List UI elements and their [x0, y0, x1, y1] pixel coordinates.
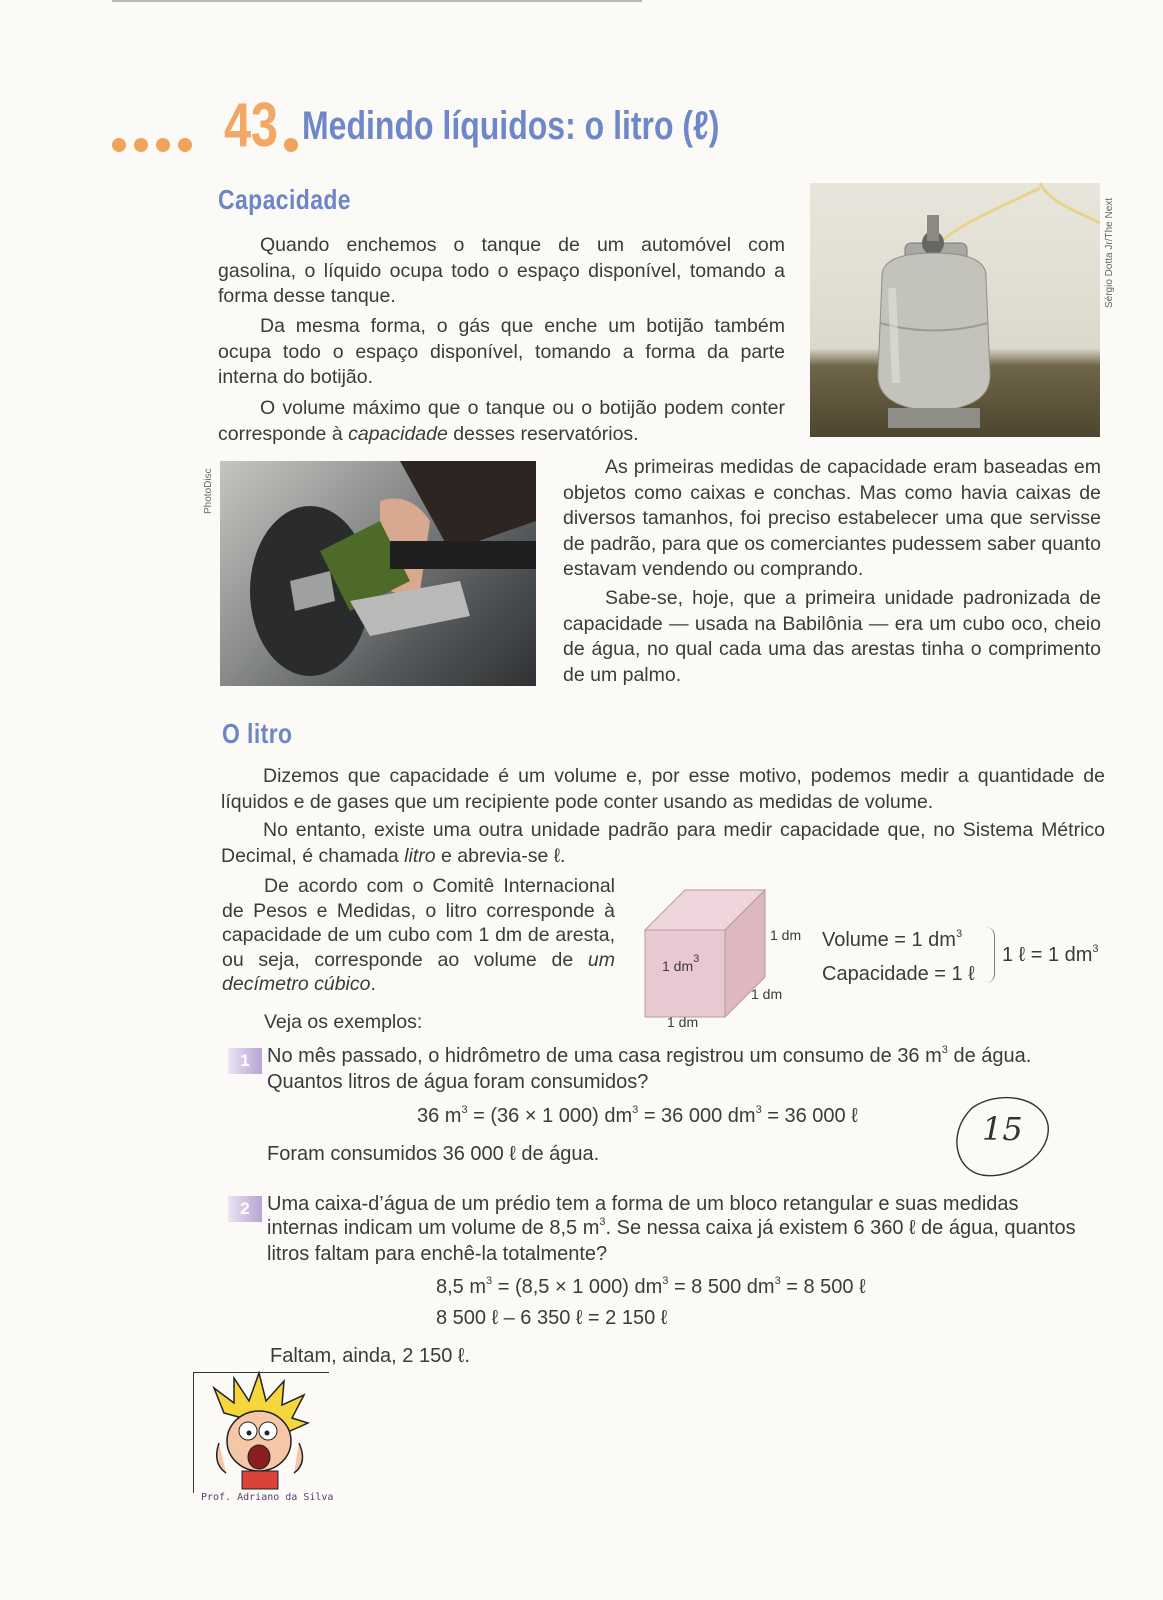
top-rule [112, 0, 642, 2]
gas-cylinder-photo [810, 183, 1115, 437]
capacity-equation: Capacidade = 1 ℓ [822, 963, 975, 985]
paragraph: De acordo com o Comitê Internacional de Pesos e Medidas, o litro corresponde à capacidade de um cubo com 1 dm de aresta, ou seja, corresponde ao volume de um decímetro cúbico. [222, 875, 615, 995]
example-answer: Foram consumidos 36 000 ℓ de água. [267, 1143, 600, 1165]
page-title: Medindo líquidos: o litro (ℓ) [302, 104, 720, 148]
bullet-dot [134, 138, 148, 152]
paragraph: Da mesma forma, o gás que enche um botijão também ocupa todo o espaço disponível, tomando a forma da parte interna do botijão. [218, 315, 785, 388]
cube-edge-label: 1 dm [751, 986, 783, 1002]
example-question: Quantos litros de água foram consumidos? [267, 1071, 649, 1093]
bullet-dot [284, 138, 298, 152]
paragraph: O volume máximo que o tanque ou o botijão podem conter corresponde à capacidade desses reservatórios. [218, 397, 785, 445]
example-calculation: 36 $m^3 = (36 \times 1$ 000) $dm^3 = 36$ 000 $dm^3 = 36$ 000 ℓ [417, 1104, 858, 1127]
bullet-dot [178, 138, 192, 152]
cube-edge-label: 1 dm [770, 927, 802, 943]
section-heading-capacidade: Capacidade [218, 184, 351, 215]
paragraph: Dizemos que capacidade é um volume e, por esse motivo, podemos medir a quantidade de líquidos e de gases que um recipiente pode conter usando as medidas de volume. [221, 765, 1105, 813]
photo-credit: Sérgio Dotta Jr/The Next [1104, 197, 1115, 308]
gas-cylinder-icon [810, 183, 1100, 437]
signature: Prof. Adriano da Silva [201, 1492, 334, 1503]
cube-diagram [640, 885, 820, 1035]
example-question: internas indicam um volume de 8,5 $m^3$. Se nessa caixa já existem 6 360 ℓ de água, quantos [267, 1216, 1076, 1239]
volume-equation: Volume = 1 $dm^3$ [822, 928, 963, 951]
example-question: No mês passado, o hidrômetro de uma casa registrou um consumo de 36 $m^3$ de água. [267, 1044, 1032, 1067]
paragraph: Veja os exemplos: [264, 1011, 423, 1033]
photo-credit: PhotoDisc [203, 468, 214, 514]
cartoon-frame [193, 1372, 329, 1493]
handwritten-page-number: 15 [982, 1110, 1023, 1148]
example-calculation: 8 500 ℓ – 6 350 ℓ = 2 150 ℓ [436, 1307, 668, 1329]
cube-face-label: 1 $dm^3$ [662, 953, 700, 974]
paragraph: As primeiras medidas de capacidade eram baseadas em objetos como caixas e conchas. Mas como havia caixas de diversos tamanhos, foi preciso estabelecer uma que servisse de padrão, para que os comerciantes pudessem saber quanto estavam vendendo ou comprando. [563, 456, 1101, 580]
section-heading-litro: O litro [222, 718, 293, 749]
example-question: litros faltam para enchê-la totalmente? [267, 1243, 608, 1265]
example-calculation: 8,5 $m^3 = (8,5 \times 1$ 000) $dm^3 = 8$ 500 $dm^3 = 8$ 500 ℓ [436, 1275, 866, 1298]
bullet-dot [112, 138, 126, 152]
paragraph: Sabe-se, hoje, que a primeira unidade padronizada de capacidade — usada na Babilônia — era um cubo oco, cheio de água, no qual cada uma das arestas tinha o comprimento de um palmo. [563, 587, 1101, 686]
lesson-number: 43 [224, 91, 278, 160]
bullet-dot [156, 138, 170, 152]
example-question: Uma caixa-d’água de um prédio tem a forma de um bloco retangular e suas medidas [267, 1193, 1019, 1215]
cube-edge-label: 1 dm [667, 1014, 699, 1030]
example-number-badge: 1 [228, 1048, 262, 1074]
example-number-badge: 2 [228, 1196, 262, 1222]
paragraph: Quando enchemos o tanque de um automóvel com gasolina, o líquido ocupa todo o espaço disponível, tomando a forma desse tanque. [218, 234, 785, 307]
brace [986, 927, 995, 983]
screaming-boy-icon [204, 1373, 324, 1491]
equivalence-equation: 1 ℓ = 1 $dm^3$ [1002, 943, 1099, 966]
fuel-nozzle-photo [220, 461, 536, 686]
example-answer: Faltam, ainda, 2 150 ℓ. [270, 1345, 470, 1367]
paragraph: No entanto, existe uma outra unidade padrão para medir capacidade que, no Sistema Métrico Decimal, é chamada litro e abrevia-se ℓ. [221, 819, 1105, 867]
fuel-nozzle-icon [220, 461, 536, 686]
